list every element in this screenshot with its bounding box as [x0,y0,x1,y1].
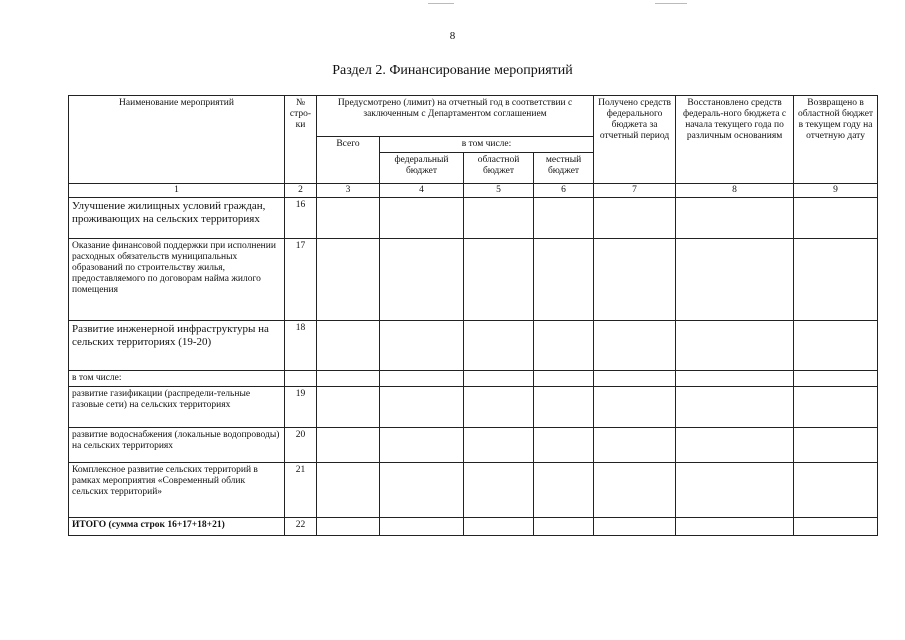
table-row [69,427,878,462]
data-cell [534,517,594,535]
header-including: в том числе: [380,137,594,153]
column-number: 9 [794,183,878,197]
data-cell [676,462,794,517]
header-received: Получено средств федерального бюджета за отчетный период [594,96,676,184]
scan-mark [655,3,687,4]
data-cell [534,320,594,370]
row-name: развитие водоснабжения (локальные водопроводы) на сельских территориях [69,427,285,462]
data-cell [464,320,534,370]
row-name: ИТОГО (сумма строк 16+17+18+21) [69,517,285,535]
data-cell [380,386,464,427]
financing-table [68,95,878,536]
data-cell [594,320,676,370]
header-total: Всего [317,137,380,184]
data-cell [676,386,794,427]
row-name: Улучшение жилищных условий граждан, проживающих на сельских территориях [69,197,285,238]
row-number [285,370,317,386]
data-cell [794,386,878,427]
row-number: 20 [285,427,317,462]
data-cell [534,238,594,320]
data-cell [317,238,380,320]
data-cell [676,197,794,238]
data-cell [534,197,594,238]
row-number: 19 [285,386,317,427]
data-cell [534,386,594,427]
header-regional: областной бюджет [464,152,534,183]
data-cell [317,517,380,535]
header-federal: федеральный бюджет [380,152,464,183]
table-row [69,462,878,517]
header-returned: Возвращено в областной бюджет в текущем году на отчетную дату [794,96,878,184]
row-number: 22 [285,517,317,535]
data-cell [464,517,534,535]
data-cell [676,370,794,386]
data-cell [594,370,676,386]
data-cell [380,320,464,370]
data-cell [794,197,878,238]
data-cell [380,462,464,517]
row-name: Комплексное развитие сельских территорий в рамках мероприятия «Современный облик сельских территорий» [69,462,285,517]
scan-mark [428,3,454,4]
data-cell [594,427,676,462]
table-row [69,197,878,238]
column-number: 5 [464,183,534,197]
table-row [69,320,878,370]
data-cell [594,517,676,535]
data-cell [380,427,464,462]
table-row [69,238,878,320]
table-row [69,370,878,386]
data-cell [794,462,878,517]
row-name: Развитие инженерной инфраструктуры на сельских территориях (19-20) [69,320,285,370]
header-planned: Предусмотрено (лимит) на отчетный год в соответствии с заключенным с Департаментом соглашением [317,96,594,137]
row-number: 17 [285,238,317,320]
data-cell [464,462,534,517]
header-local: местный бюджет [534,152,594,183]
row-number: 21 [285,462,317,517]
data-cell [534,427,594,462]
data-cell [594,386,676,427]
row-name: развитие газификации (распредели-тельные газовые сети) на сельских территориях [69,386,285,427]
data-cell [534,370,594,386]
data-cell [317,462,380,517]
data-cell [317,320,380,370]
row-number: 18 [285,320,317,370]
column-number: 7 [594,183,676,197]
data-cell [794,517,878,535]
data-cell [676,238,794,320]
row-name: в том числе: [69,370,285,386]
column-number: 2 [285,183,317,197]
table-row [69,386,878,427]
data-cell [380,197,464,238]
data-cell [464,197,534,238]
row-number: 16 [285,197,317,238]
data-cell [676,320,794,370]
data-cell [464,370,534,386]
column-number: 6 [534,183,594,197]
data-cell [676,427,794,462]
data-cell [594,197,676,238]
header-row-no: № стро-ки [285,96,317,184]
data-cell [317,386,380,427]
data-cell [794,320,878,370]
data-cell [464,386,534,427]
data-cell [464,427,534,462]
column-number: 8 [676,183,794,197]
column-number: 1 [69,183,285,197]
data-cell [380,238,464,320]
page-number: 8 [449,30,456,42]
data-cell [594,462,676,517]
column-number: 3 [317,183,380,197]
data-cell [794,238,878,320]
data-cell [534,462,594,517]
data-cell [794,370,878,386]
header-restored: Восстановлено средств федераль-ного бюджета с начала текущего года по различным основаниям [676,96,794,184]
data-cell [594,238,676,320]
data-cell [317,197,380,238]
data-cell [794,427,878,462]
data-cell [317,370,380,386]
data-cell [464,238,534,320]
data-cell [676,517,794,535]
data-cell [380,370,464,386]
data-cell [380,517,464,535]
data-cell [317,427,380,462]
row-name: Оказание финансовой поддержки при исполнении расходных обязательств муниципальных образований по строительству жилья, предоставляемого по договорам найма жилого помещения [69,238,285,320]
column-number: 4 [380,183,464,197]
header-name: Наименование мероприятий [69,96,285,184]
column-number-row [69,183,878,197]
section-title: Раздел 2. Финансирование мероприятий [332,63,573,78]
table-row [69,517,878,535]
